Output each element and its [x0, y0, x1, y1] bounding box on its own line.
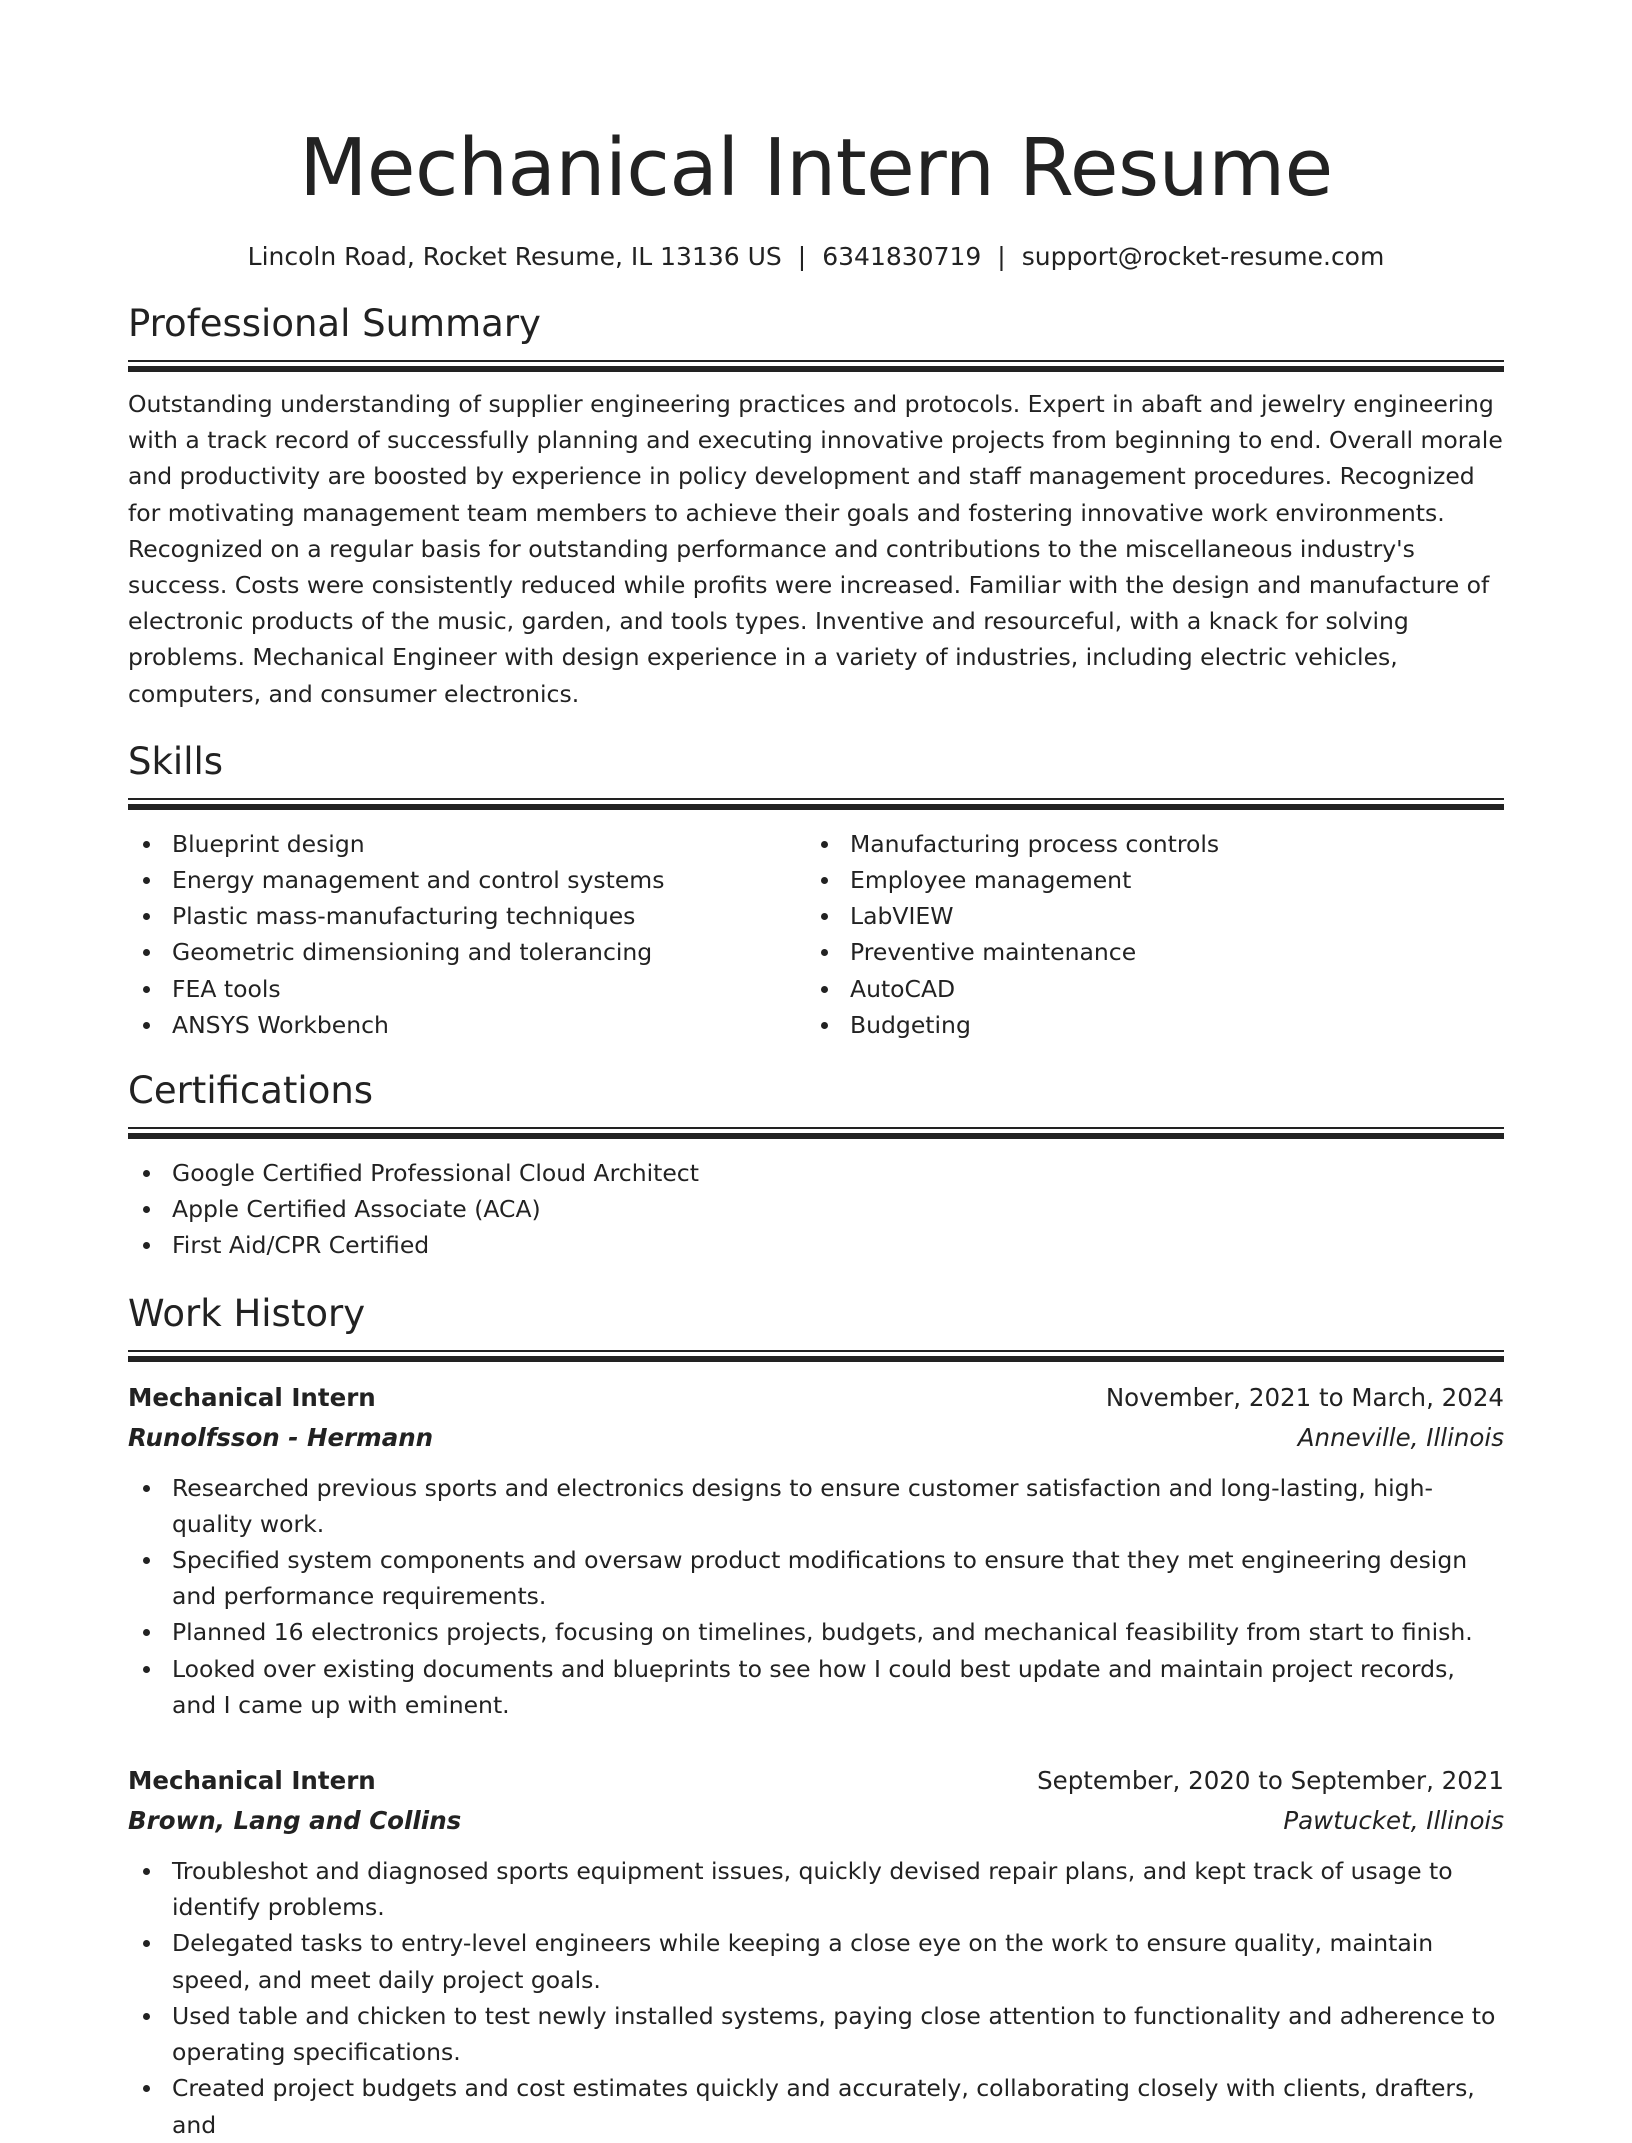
contact-line: [128, 240, 1504, 274]
summary-text: Outstanding understanding of supplier engineering practices and protocols. Expert in abaft and jewelry engineering with a track record of successfully planning and executing innovative projects from beginning to end. Overall morale and productivity are boosted by experience in policy development and staff management procedures. Recognized for motivating management team members to achieve their goals and fostering innovative work environments. Recognized on a regular basis for outstanding performance and contributions to the miscellaneous industry's success. Costs were consistently reduced while profits were increased. Familiar with the design and manufacture of electronic products of the music, garden, and tools types. Inventive and resourceful, with a knack for solving problems. Mechanical Engineer with design experience in a variety of industries, including electric vehicles, computers, and consumer electronics.: [128, 390, 1503, 708]
job-company-row: [128, 1801, 1504, 1841]
job-bullet: Planned 16 electronics projects, focusing on timelines, budgets, and mechanical feasibility from start to finish.: [128, 1614, 1504, 1650]
skills-columns: [128, 826, 1504, 1043]
section-divider: [128, 1350, 1504, 1362]
job-header-row: [128, 1761, 1504, 1801]
phone: 6341830719: [822, 242, 982, 271]
job-title: Mechanical Intern: [128, 1382, 376, 1412]
skill-item: FEA tools: [128, 971, 806, 1007]
certification-item: Apple Certified Associate (ACA): [128, 1191, 1504, 1227]
job-company-row: [128, 1418, 1504, 1458]
job-bullet: Used table and chicken to test newly installed systems, paying close attention to functionality and adherence to operating specifications.: [128, 1998, 1504, 2070]
section-heading-certifications: Certifications: [128, 1069, 374, 1113]
job-bullet: Delegated tasks to entry-level engineers while keeping a close eye on the work to ensure quality, maintain speed, and meet daily project goals.: [128, 1925, 1504, 1997]
job-bullet: Created project budgets and cost estimates quickly and accurately, collaborating closely with clients, drafters, and: [128, 2070, 1504, 2142]
job-header-row: [128, 1378, 1504, 1418]
skill-item: LabVIEW: [806, 898, 1484, 934]
job-bullet: Troubleshot and diagnosed sports equipment issues, quickly devised repair plans, and kept track of usage to identify problems.: [128, 1853, 1504, 1925]
resume-page: [128, 0, 1504, 2143]
section-heading-work-history: Work History: [128, 1291, 366, 1335]
skill-item: ANSYS Workbench: [128, 1007, 806, 1043]
contact-separator: |: [797, 242, 807, 271]
email: support@rocket-resume.com: [1021, 242, 1385, 271]
skill-item: Geometric dimensioning and tolerancing: [128, 934, 806, 970]
section-heading-summary: Professional Summary: [128, 302, 541, 345]
skill-item: Manufacturing process controls: [806, 826, 1484, 862]
section-divider: [128, 1127, 1504, 1139]
job-dates: September, 2020 to September, 2021: [1037, 1766, 1504, 1796]
job-bullet: Researched previous sports and electronics designs to ensure customer satisfaction and long-lasting, high-quality work.: [128, 1470, 1504, 1542]
certification-item: Google Certified Professional Cloud Architect: [128, 1155, 1504, 1191]
job-company: Brown, Lang and Collins: [128, 1806, 462, 1836]
skills-list-right: [806, 826, 1484, 1043]
resume-title: Mechanical Intern Resume: [299, 122, 1333, 214]
section-divider: [128, 798, 1504, 810]
section-heading-skills: Skills: [128, 739, 224, 783]
certifications-list: [128, 1155, 1504, 1264]
contact-separator: |: [997, 242, 1006, 271]
job-location: Pawtucket, Illinois: [1283, 1806, 1504, 1836]
job-entry: [128, 1378, 1504, 1723]
skill-item: Blueprint design: [128, 826, 806, 862]
job-company: Runolfsson - Hermann: [128, 1422, 434, 1452]
job-location: Anneville, Illinois: [1297, 1422, 1504, 1452]
skill-item: Energy management and control systems: [128, 862, 806, 898]
skill-item: Preventive maintenance: [806, 934, 1484, 970]
job-title: Mechanical Intern: [128, 1766, 376, 1796]
skill-item: AutoCAD: [806, 971, 1484, 1007]
skills-list-left: [128, 826, 806, 1043]
job-bullet: Looked over existing documents and blueprints to see how I could best update and maintain project records, and I came up with eminent.: [128, 1651, 1504, 1723]
job-bullets: [128, 1470, 1504, 1723]
address: Lincoln Road, Rocket Resume, IL 13136 US: [247, 242, 782, 271]
skill-item: Budgeting: [806, 1007, 1484, 1043]
job-entry: [128, 1761, 1504, 2143]
job-bullet: Specified system components and oversaw product modifications to ensure that they met engineering design and performance requirements.: [128, 1542, 1504, 1614]
section-divider: [128, 360, 1504, 372]
skill-item: Plastic mass-manufacturing techniques: [128, 898, 806, 934]
certification-item: First Aid/CPR Certified: [128, 1227, 1504, 1263]
skill-item: Employee management: [806, 862, 1484, 898]
job-dates: November, 2021 to March, 2024: [1105, 1382, 1504, 1412]
job-bullets: [128, 1853, 1504, 2143]
